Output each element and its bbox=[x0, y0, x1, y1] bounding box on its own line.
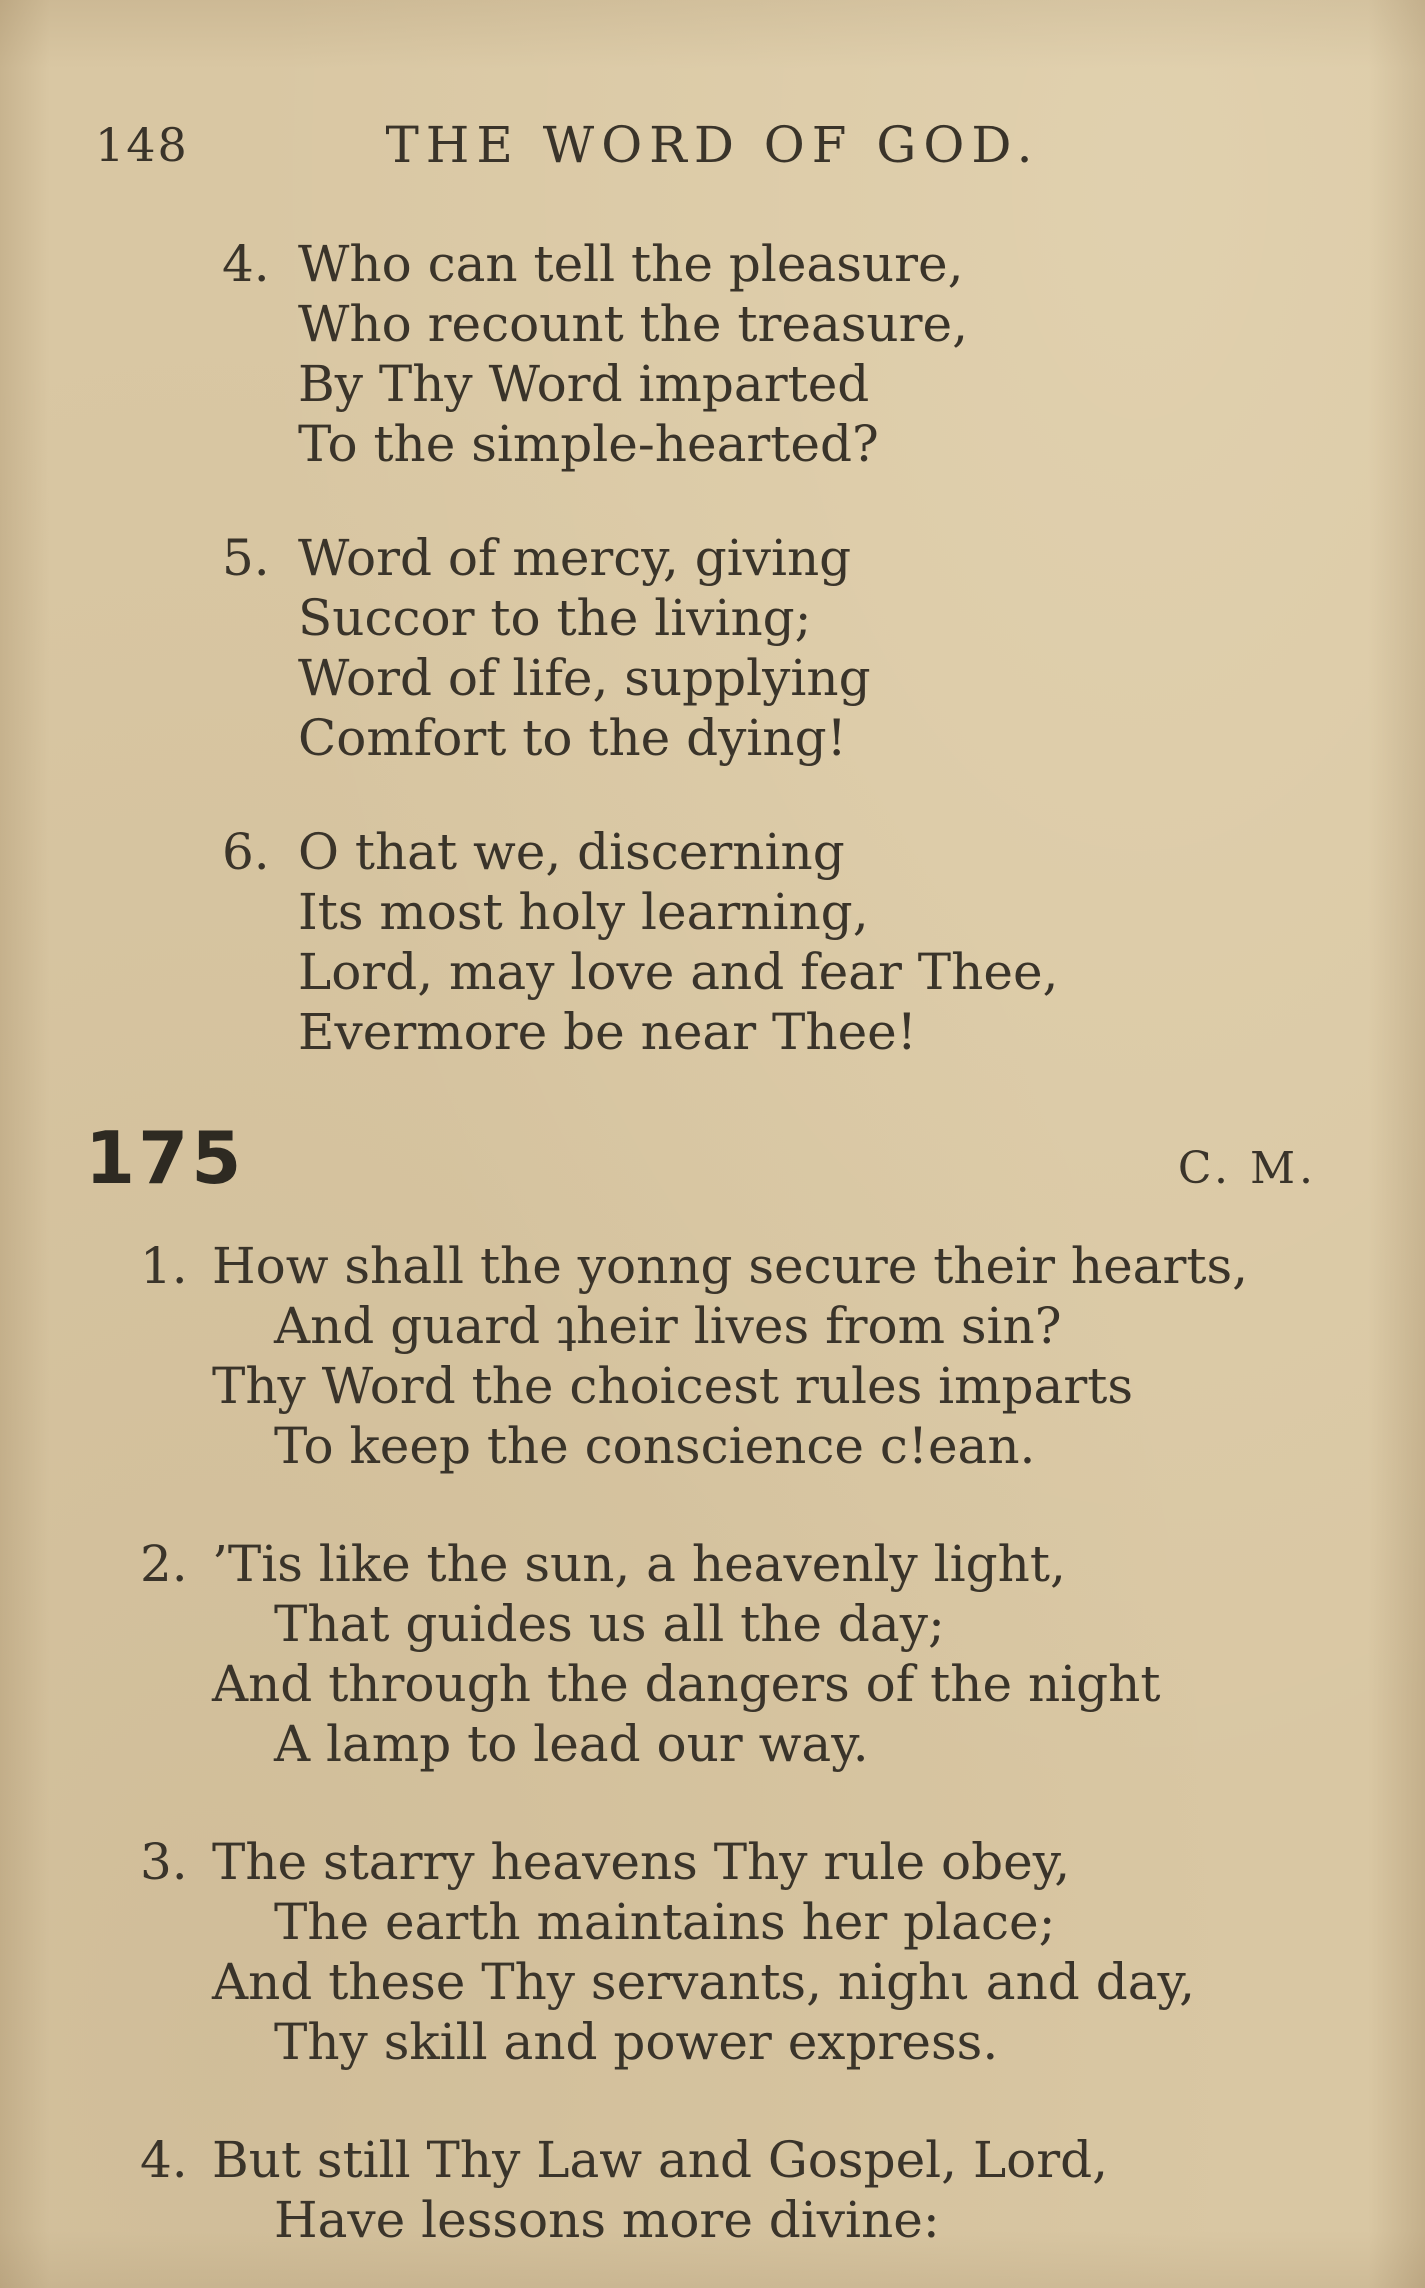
hymn-continuation bbox=[222, 234, 1425, 1062]
verse bbox=[140, 1534, 1425, 1774]
page-number: 148 bbox=[95, 118, 189, 172]
verse bbox=[222, 822, 1425, 1062]
hymn-meter: C. M. bbox=[1177, 1143, 1317, 1194]
verse-number: 3. bbox=[140, 1833, 188, 1891]
verse bbox=[140, 1832, 1425, 2072]
verse-line: Thy Word the choicest rules imparts bbox=[212, 1357, 1134, 1415]
running-head bbox=[0, 0, 1425, 190]
verse-line: Word of life, supplying bbox=[298, 649, 871, 707]
verse bbox=[140, 2130, 1425, 2250]
verse-line: And through the dangers of the night bbox=[212, 1655, 1161, 1713]
running-header-title: THE WORD OF GOD. bbox=[385, 116, 1040, 174]
verse-line: By Thy Word imparted bbox=[298, 355, 870, 413]
verse-number: 4. bbox=[140, 2131, 188, 2189]
verse-line: Thy skill and power express. bbox=[274, 2013, 999, 2071]
hymn-number: 175 bbox=[85, 1116, 245, 1200]
verse-line: O that we, discerning bbox=[298, 823, 845, 881]
verse-line: Comfort to the dying! bbox=[298, 709, 847, 767]
verse-line: To the simple-hearted? bbox=[298, 415, 879, 473]
verse-line: And these Thy servants, nighι and day, bbox=[212, 1953, 1196, 2011]
verse-line: But still Thy Law and Gospel, Lord, bbox=[212, 2131, 1109, 2189]
verse bbox=[222, 234, 1425, 474]
hymn-heading bbox=[85, 1116, 1317, 1202]
verse-line: Lord, may love and fear Thee, bbox=[298, 943, 1059, 1001]
verse-number: 2. bbox=[140, 1535, 188, 1593]
verse-line: Its most holy learning, bbox=[298, 883, 869, 941]
verse-number: 1. bbox=[140, 1237, 188, 1295]
hymn-175 bbox=[140, 1236, 1425, 2250]
verse-line: The starry heavens Thy rule obey, bbox=[212, 1833, 1071, 1891]
verse-line: Succor to the living; bbox=[298, 589, 812, 647]
verse-line: How shall the yonng secure their hearts, bbox=[212, 1237, 1249, 1295]
verse-line: Have lessons more divine: bbox=[274, 2191, 940, 2249]
verse-line: ’Tis like the sun, a heavenly light, bbox=[212, 1535, 1066, 1593]
verse-number: 5. bbox=[222, 529, 270, 587]
verse-line: And guard ʇheir lives from sin? bbox=[274, 1297, 1062, 1355]
verse-line: That guides us all the day; bbox=[274, 1595, 945, 1653]
verse-number: 6. bbox=[222, 823, 270, 881]
verse-line: To keep the conscience c!ean. bbox=[274, 1417, 1036, 1475]
verse-line: A lamp to lead our way. bbox=[274, 1715, 869, 1773]
verse bbox=[222, 528, 1425, 768]
verse-line: Who recount the treasure, bbox=[298, 295, 968, 353]
verse-line: Evermore be near Thee! bbox=[298, 1003, 917, 1061]
verse-number: 4. bbox=[222, 235, 270, 293]
verse-line: Who can tell the pleasure, bbox=[298, 235, 964, 293]
verse-line: The earth maintains her place; bbox=[274, 1893, 1056, 1951]
verse bbox=[140, 1236, 1425, 1476]
verse-line: Word of mercy, giving bbox=[298, 529, 852, 587]
